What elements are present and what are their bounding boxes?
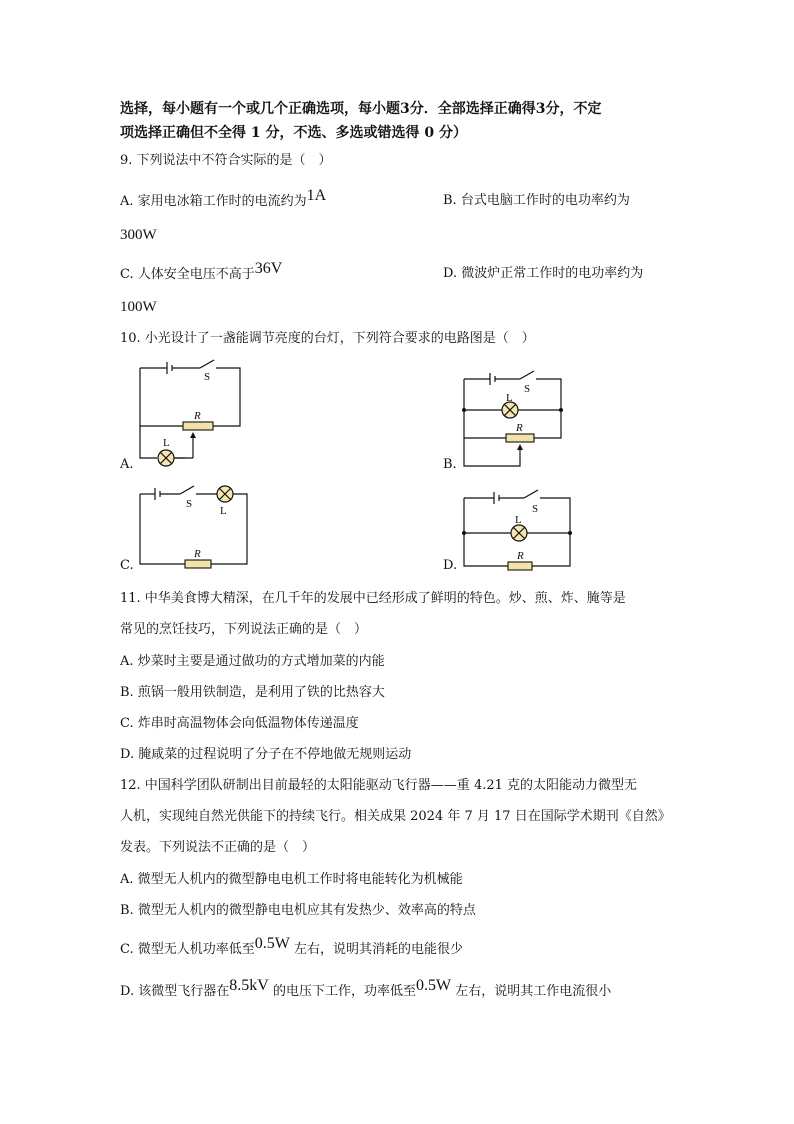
q9-option-c-text: C. 人体安全电压不高于 xyxy=(120,267,255,282)
circuit-d-switch-blade xyxy=(524,490,538,498)
q10-circuit-a-diagram xyxy=(130,358,250,473)
circuit-d-wire-left xyxy=(464,498,508,566)
circuit-c-switch-blade xyxy=(180,486,194,494)
circuit-b-resistor-symbol: R xyxy=(516,422,523,434)
q9-option-a-text: A. 家用电冰箱工作时的电流约为 xyxy=(120,194,307,209)
q9-option-a-value: 1A xyxy=(306,187,327,204)
circuit-b-node-left xyxy=(462,408,466,412)
q9-option-d-value xyxy=(120,298,157,317)
q10-option-d-label: D. xyxy=(443,558,458,573)
q9-option-b-value xyxy=(120,226,157,245)
circuit-d-resistor xyxy=(508,562,532,570)
q12-option-a: A. 微型无人机内的微型静电电机工作时将电能转化为机械能 xyxy=(120,872,463,887)
q12-option-c-pre: C. 微型无人机功率低至 xyxy=(120,942,255,957)
q12-option-c xyxy=(120,935,464,959)
q10-stem: 10. 小光设计了一盏能调节亮度的台灯，下列符合要求的电路图是（ ） xyxy=(120,331,535,346)
q12-option-c-post: 左右，说明其消耗的电能很少 xyxy=(294,942,464,957)
circuit-d-resistor-symbol: R xyxy=(517,550,524,562)
circuit-d-wire-right xyxy=(522,498,570,566)
circuit-c-resistor xyxy=(185,560,211,568)
circuit-a-resistor-symbol: R xyxy=(194,410,201,422)
q9-option-c xyxy=(120,260,283,284)
circuit-b-switch-symbol: S xyxy=(524,383,531,395)
q10-circuit-c-diagram xyxy=(130,484,255,574)
q12-option-d-value1: 8.5kV xyxy=(229,977,269,994)
q12-option-d-value2: 0.5W xyxy=(415,977,452,994)
circuit-c-lamp-symbol: L xyxy=(220,505,227,517)
q9-option-d-value-text: 100W xyxy=(120,299,157,315)
q12-option-d-mid: 的电压下工作，功率低至 xyxy=(272,984,416,999)
circuit-a-switch-blade xyxy=(200,360,214,368)
q11-stem-line2: 常见的烹饪技巧，下列说法正确的是（ ） xyxy=(120,622,368,637)
q10-option-a-label: A. xyxy=(120,457,134,472)
circuit-c-wire-left xyxy=(140,494,185,564)
q9-option-a xyxy=(120,187,327,211)
circuit-b-wire-left xyxy=(464,379,506,438)
circuit-d-lamp-symbol: L xyxy=(515,514,522,526)
circuit-a-wire-left xyxy=(140,368,183,426)
q9-option-b-value-text: 300W xyxy=(120,227,157,243)
circuit-d-node-right xyxy=(568,531,572,535)
q9-option-c-value: 36V xyxy=(254,260,283,277)
q9-stem: 9. 下列说法中不符合实际的是（ ） xyxy=(120,153,332,168)
circuit-b-lamp-symbol: L xyxy=(506,392,513,404)
circuit-b-switch-blade xyxy=(520,371,534,379)
circuit-b-wire-right xyxy=(534,379,561,438)
q12-option-d xyxy=(120,977,612,1001)
section-instruction-line1: 选择，每小题有一个或几个正确选项，每小题3分．全部选择正确得3分，不定 xyxy=(120,101,602,117)
section-instruction-line2: 项选择正确但不全得 1 分，不选、多选或错选得 0 分） xyxy=(120,125,467,141)
circuit-b-node-right xyxy=(559,408,563,412)
q12-option-d-pre: D. 该微型飞行器在 xyxy=(120,984,230,999)
q11-option-a: A. 炒菜时主要是通过做功的方式增加菜的内能 xyxy=(120,654,385,669)
circuit-b-slider-arrow xyxy=(517,444,523,450)
q12-stem-line3: 发表。下列说法不正确的是（ ） xyxy=(120,840,316,855)
circuit-d-node-left xyxy=(462,531,466,535)
q10-option-b-label: B. xyxy=(443,457,457,472)
q10-option-c-label: C. xyxy=(120,558,134,573)
circuit-a-wire-right xyxy=(213,368,240,426)
circuit-a-wire-lamp-left xyxy=(140,426,157,458)
circuit-a-slider-arrow xyxy=(190,432,196,438)
q11-option-d: D. 腌咸菜的过程说明了分子在不停地做无规则运动 xyxy=(120,747,412,762)
q12-stem-line1: 12. 中国科学团队研制出目前最轻的太阳能驱动飞行器——重 4.21 克的太阳能动力微型无 xyxy=(120,778,638,793)
q9-option-b: B. 台式电脑工作时的电功率约为 xyxy=(443,193,630,208)
q12-stem-line2: 人机，实现纯自然光供能下的持续飞行。相关成果 2024 年 7 月 17 日在国际学术期刊《自然》 xyxy=(120,809,671,824)
q11-option-b: B. 煎锅一般用铁制造，是利用了铁的比热容大 xyxy=(120,685,385,700)
circuit-c-switch-symbol: S xyxy=(186,498,193,510)
circuit-c-resistor-symbol: R xyxy=(194,548,201,560)
q12-option-d-post: 左右，说明其工作电流很小 xyxy=(455,984,612,999)
q9-option-d: D. 微波炉正常工作时的电功率约为 xyxy=(443,266,644,281)
circuit-d-switch-symbol: S xyxy=(532,503,539,515)
q12-option-b: B. 微型无人机内的微型静电电机应其有发热少、效率高的特点 xyxy=(120,903,476,918)
q12-option-c-value: 0.5W xyxy=(254,935,290,952)
circuit-a-switch-symbol: S xyxy=(204,371,211,383)
q11-stem-line1: 11. 中华美食博大精深，在几千年的发展中已经形成了鲜明的特色。炒、煎、炸、腌等是 xyxy=(120,591,626,606)
q10-circuit-b-diagram xyxy=(458,368,568,473)
circuit-b-resistor xyxy=(506,434,534,442)
q10-circuit-d-diagram xyxy=(458,488,578,573)
circuit-a-lamp-symbol: L xyxy=(163,437,170,449)
q11-option-c: C. 炸串时高温物体会向低温物体传递温度 xyxy=(120,716,359,731)
circuit-a-resistor xyxy=(183,422,213,430)
